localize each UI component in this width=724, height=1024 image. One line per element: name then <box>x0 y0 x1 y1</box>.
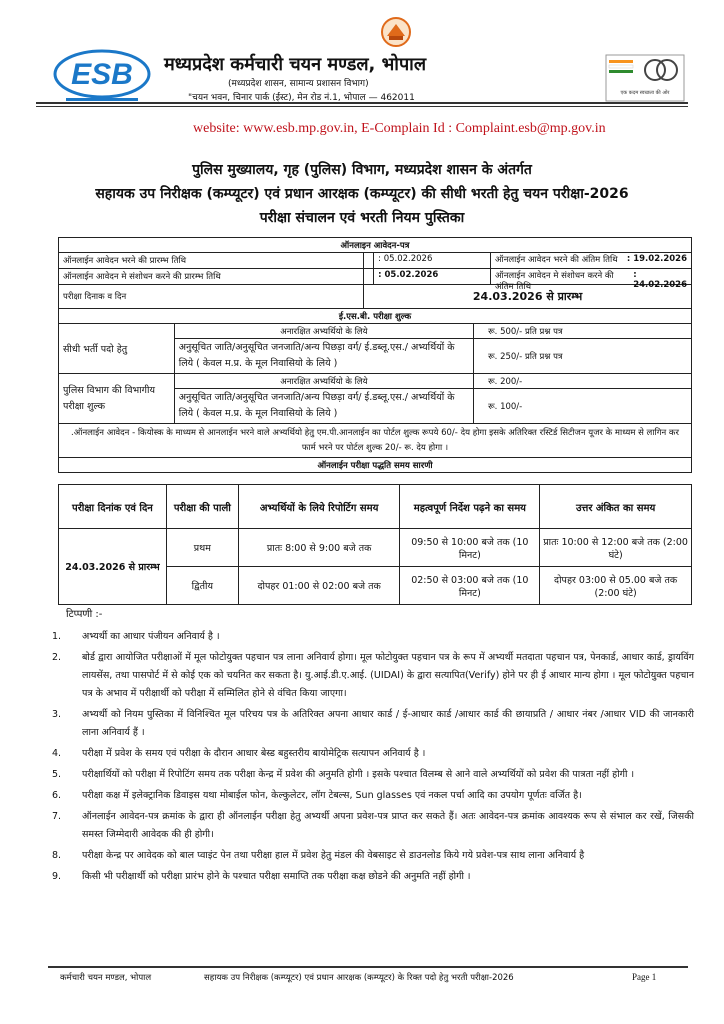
direct-unreserved-label: अनारक्षित अभ्यर्थियो के लिये <box>174 324 473 339</box>
footer-divider <box>48 966 688 968</box>
fee-heading: ई.एस.बी. परीक्षा शुल्क <box>59 309 692 324</box>
direct-reserved-fee: रू. 250/- प्रति प्रश्न पत्र <box>474 339 692 374</box>
schedule-date: 24.03.2026 से प्रारम्भ <box>59 529 167 605</box>
end-date-label: ऑनलाईन आवेदन भरने की अंतिम तिथि <box>495 255 618 265</box>
notes-heading: टिप्पणी :- <box>66 609 103 620</box>
end-date-value: : 19.02.2026 <box>626 254 687 264</box>
notes-section <box>46 606 694 886</box>
dept-unreserved-label: अनारक्षित अभ्यर्थियो के लिये <box>174 374 473 389</box>
reporting-cell: दोपहर 01:00 से 02:00 बजे तक <box>238 567 400 605</box>
esb-logo-text: ESB <box>71 58 133 91</box>
direct-reserved-label: अनुसूचित जाति/अनुसूचित जनजाति/अन्य पिछड़ा वर्ग/ ई.डब्लू.एस./ अभ्यर्थियों के लिये ( केवल म.प्र. के मूल निवासियो के लिये ) <box>174 339 473 374</box>
header-divider-thin <box>36 106 688 107</box>
title-line-3: परीक्षा संचालन एवं भरती नियम पुस्तिका <box>259 210 465 226</box>
list-item: 9. किसी भी परीक्षार्थी को परीक्षा प्रारंभ होने के पश्चात परीक्षा समाप्ति तक परीक्षा कक्ष छोडने की अनुमति नहीं होगी । <box>52 871 471 882</box>
shift-cell: द्वितीय <box>166 567 238 605</box>
footer-org: कर्मचारी चयन मण्डल, भोपाल <box>60 973 152 983</box>
exam-date-label: परीक्षा दिनाक व दिन <box>59 285 364 309</box>
exam-date-value: 24.03.2026 से प्रारम्भ <box>364 285 692 309</box>
shift-cell: प्रथम <box>166 529 238 567</box>
list-item: 5. परीक्षार्थियों को परीक्षा में रिपोटिंग समय तक परीक्षा केन्द्र में प्रवेश की अनुमति होगी । इसके पश्चात विलम्ब से आने वाले अभ्यर्थियों को प्रवेश की पात्रता नहीं होगी । <box>52 769 635 780</box>
answer-cell: प्रातः 10:00 से 12:00 बजे तक (2:00 घंटे) <box>540 529 692 567</box>
schedule-header-date: परीक्षा दिनांक एवं दिन <box>59 485 167 529</box>
footer-title: सहायक उप निरीक्षक (कम्प्यूटर) एवं प्रधान आरक्षक (कम्प्यूटर) के रिक्त पदो हेतु भरती परीक्षा-2026 <box>204 973 514 983</box>
dept-reserved-fee: रू. 100/- <box>474 389 692 424</box>
org-name: मध्यप्रदेश कर्मचारी चयन मण्डल, भोपाल <box>164 54 427 75</box>
correction-start-label: ऑनलाईन आवेदन मे संशोधन करने की प्रारम्भ तिथि <box>59 269 364 285</box>
start-date-value: : 05.02.2026 <box>374 253 491 268</box>
direct-unreserved-fee: रू. 500/- प्रति प्रश्न पत्र <box>474 324 692 339</box>
org-address: "चयन भवन, चिनार पार्क (ईस्ट), मेन रोड नं.1, भोपाल — 462011 <box>188 93 415 103</box>
dept-unreserved-fee: रू. 200/- <box>474 374 692 389</box>
portal-fee-note: .ऑनलाईन आवेदन - कियोस्क के माध्यम से आनलाईन भरने वाले अभ्यर्थियो हेतु एम.पी.आनलाईन का पोर्टल शुल्क रूपये 60/- देय होगा इसके अतिरिक्त रस्टिर्ड सिटीजन यूजर के माध्यम से लागिन कर फार्म भरने पर पोर्टल शुल्क 20/- रू. देय होगा । <box>59 424 692 458</box>
application-fee-table <box>58 237 692 473</box>
list-item: 7. ऑनलाईन आवेदन-पत्र क्रमांक के द्वारा ही ऑनलाईन परीक्षा हेतु अभ्यर्थी अपना प्रवेश-पत्र प्राप्त कर सकते हैं। अतः आवेदन-पत्र क्रमांक आवश्यक रूप से संभाल कर रखें, जिसकी समस्त जिम्मेदारी आवेदक की ही होगी। <box>52 811 694 840</box>
list-item: 1. अभ्यर्थी का आधार पंजीयन अनिवार्य है । <box>52 631 220 642</box>
list-item: 8. परीक्षा केन्द्र पर आवेदक को बाल प्वाइंट पेन तथा परीक्षा हाल में प्रवेश हेतु मंडल की वेबसाइट से डाउनलोड किये गये प्रवेश-पत्र साथ लाना अनिवार्य है <box>52 850 585 861</box>
swachh-bharat-logo <box>605 54 685 102</box>
schedule-header-reporting: अभ्यर्थियों के लिये रिपोर्टिग समय <box>238 485 400 529</box>
list-item: 3. अभ्यर्थी को नियम पुस्तिका में विनिश्चित मूल परिचय पत्र के अतिरिक्त अपना आधार कार्ड / ई-आधार कार्ड /आधार कार्ड की छायाप्रति / आधार नंबर /आधार VID की जानकारी लाना अनिवार्य हैं । <box>52 709 694 738</box>
swachh-bharat-text: एक कदम स्वच्छता की ओर <box>620 90 670 96</box>
emblem-icon <box>374 16 418 48</box>
list-item: 2. बोर्ड द्वारा आयोजित परीक्षाओं में मूल फोटोयुक्त पहचान पत्र लाना अनिवार्य होगा। मूल फोटोयुक्त पहचान पत्र के रूप में अभ्यर्थी मतदाता पहचान पत्र, पेनकार्ड, आधार कार्ड, ड्रायविंग लायसेंस, तथा पासपोर्ट में से कोई एक को चयनित कर सकता है। यु.आई.डी.ए.आई. (UIDAI) के द्वारा सत्यापित(Verify) होने पर ही ई आधार मान्य होगा । मूल फोटोयुक्त पहचान पत्र के अभाव में परीक्षार्थी को परीक्षा में सम्मिलित होने से वंचित किया जाएगा। <box>52 652 694 699</box>
reporting-cell: प्रातः 8:00 से 9:00 बजे तक <box>238 529 400 567</box>
correction-start-value: : 05.02.2026 <box>374 269 491 284</box>
schedule-header-shift: परीक्षा की पाली <box>166 485 238 529</box>
application-heading: ऑनलाइन आवेदन-पत्र <box>59 238 692 253</box>
letterhead <box>40 14 690 106</box>
instructions-cell: 09:50 से 10:00 बजे तक (10 मिनट) <box>400 529 540 567</box>
correction-end-value: : 24.02.2026 <box>633 270 687 290</box>
instructions-cell: 02:50 से 03:00 बजे तक (10 मिनट) <box>400 567 540 605</box>
correction-end-label: ऑनलाईन आवेदन मे संशोधन करने की अंतिम तिथि <box>495 271 614 292</box>
dept-reserved-label: अनुसूचित जाति/अनुसूचित जनजाति/अन्य पिछड़ा वर्ग/ ई.डब्लू.एस./ अभ्यर्थियों के लिये ( केवल म.प्र. के मूल निवासियो के लिये ) <box>174 389 473 424</box>
org-subtitle: (मध्यप्रदेश शासन, सामान्य प्रशासन विभाग) <box>228 79 369 89</box>
list-item: 6. परीक्षा कक्ष में इलेक्ट्रानिक डिवाइस यथा मोबाईल फोन, केल्कुलेटर, लॉग टेबल्स, Sun glasses एवं नकल पर्चा आदि का उपयोग पूर्णतः वर्जित है। <box>52 790 582 801</box>
schedule-header-answer: उत्तर अंकित का समय <box>540 485 692 529</box>
schedule-table <box>58 484 692 605</box>
list-item: 4. परीक्षा में प्रवेश के समय एवं परीक्षा के दौरान आधार बेस्ड बहुस्तरीय बायोमेट्रिक सत्यापन अनिवार्य है । <box>52 748 426 759</box>
page-number: Page 1 <box>632 972 657 982</box>
schedule-header-instructions: महत्वपूर्ण निर्देश पढ़ने का समय <box>400 485 540 529</box>
schedule-heading: ऑनलाईन परीक्षा पद्धति समय सारणी <box>59 458 692 473</box>
website-line: website: www.esb.mp.gov.in, E-Complain Id : Complaint.esb@mp.gov.in <box>193 121 606 136</box>
title-line-1: पुलिस मुख्यालय, गृह (पुलिस) विभाग, मध्यप्रदेश शासन के अंतर्गत <box>192 162 532 178</box>
start-date-label: ऑनलाईन आवेदन भरने की प्रारम्भ तिथि <box>59 253 364 269</box>
answer-cell: दोपहर 03:00 से 05.00 बजे तक (2:00 घंटे) <box>540 567 692 605</box>
esb-logo <box>52 48 152 104</box>
title-line-2: सहायक उप निरीक्षक (कम्प्यूटर) एवं प्रधान आरक्षक (कम्प्यूटर) की सीधी भरती हेतु चयन परीक्षा-2026 <box>95 186 629 202</box>
header-divider <box>36 102 688 104</box>
table-row <box>59 529 692 567</box>
direct-recruitment-label: सीधी भर्ती पदो हेतु <box>59 324 175 374</box>
departmental-exam-label: पुलिस विभाग की विभागीय परीक्षा शुल्क <box>59 374 175 424</box>
